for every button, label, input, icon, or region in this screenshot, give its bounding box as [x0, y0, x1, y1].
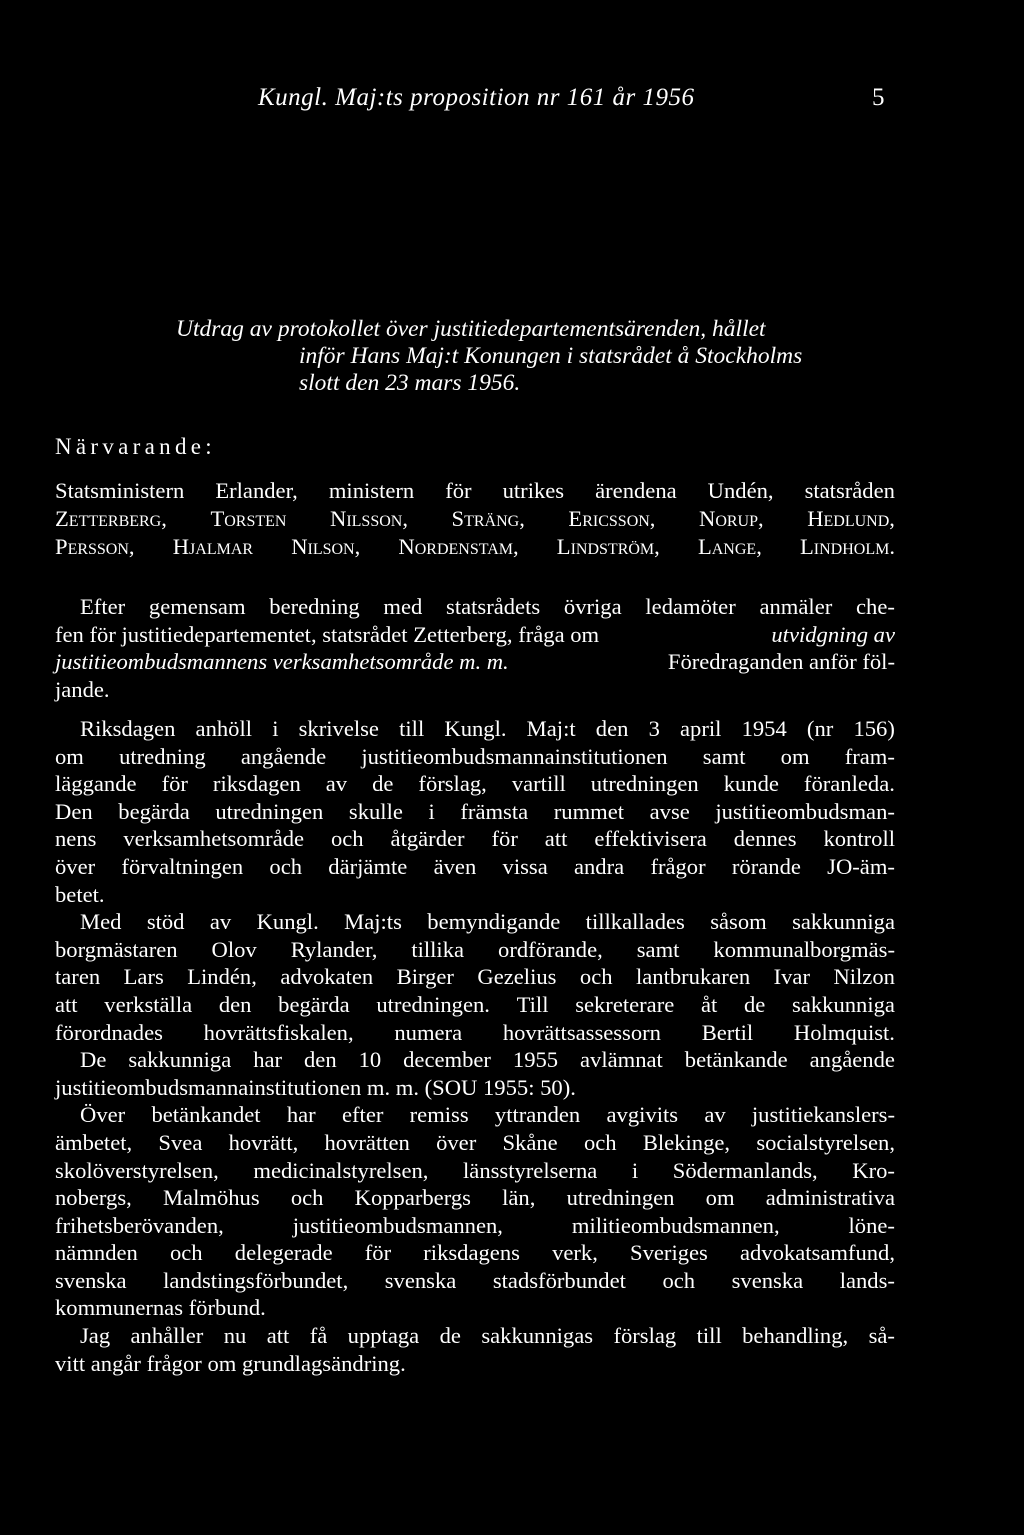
word: Gezelius: [477, 964, 557, 990]
word: Hjalmar: [172, 534, 254, 559]
word: lands-: [839, 1267, 895, 1293]
word: har: [286, 1102, 316, 1128]
word: åtgärder: [390, 826, 465, 852]
word: Kungl.: [444, 716, 507, 741]
word: nens: [55, 826, 97, 852]
body-line: betet.: [55, 881, 105, 907]
word: Sveriges: [630, 1240, 708, 1266]
word: militieombudsmannen,: [571, 1212, 780, 1238]
word: svenska: [384, 1267, 457, 1293]
paragraph-line: jande.: [55, 676, 110, 702]
word: Efter: [80, 594, 126, 619]
word: andra: [573, 853, 625, 879]
word: den: [218, 991, 252, 1017]
word: och: [290, 1185, 324, 1211]
body-line: kommunernas förbund.: [55, 1295, 266, 1321]
word: skrivelse: [298, 716, 379, 741]
word: tillika: [411, 936, 465, 962]
extract-line: slott den 23 mars 1956.: [299, 370, 521, 396]
word: landstingsförbundet,: [163, 1267, 349, 1293]
word: Kungl.: [256, 909, 319, 935]
word: därjämte: [328, 853, 408, 879]
body-line: [55, 1267, 895, 1295]
word: samt: [702, 743, 746, 769]
word: december: [403, 1047, 491, 1073]
word: tillkallades: [585, 909, 685, 935]
word: svenska: [55, 1267, 127, 1293]
word: såsom: [710, 909, 767, 935]
word: av: [325, 771, 348, 797]
word: Torsten: [210, 506, 287, 531]
word: även: [433, 853, 477, 879]
word: av: [704, 1102, 726, 1128]
word: Maj:t: [526, 716, 576, 741]
body-line: [55, 1239, 895, 1267]
ministers-list: [55, 477, 895, 561]
word: justitieombudsmannen,: [292, 1212, 503, 1238]
word: Ericsson,: [568, 506, 656, 531]
word: sakkunnigas: [481, 1323, 594, 1349]
paragraph-line: [55, 621, 895, 649]
word: Lange,: [697, 534, 762, 559]
word: Skåne: [502, 1129, 558, 1155]
word: över: [55, 853, 96, 879]
word: anhåller: [130, 1323, 204, 1349]
word: advokatsamfund,: [740, 1240, 895, 1266]
word: i: [428, 798, 435, 824]
word: få: [309, 1323, 328, 1349]
word: med: [383, 594, 423, 619]
word: yttranden: [494, 1102, 581, 1128]
word: socialstyrelsen,: [756, 1129, 895, 1155]
word: Zetterberg,: [55, 506, 167, 531]
word: för: [161, 771, 188, 797]
word: advokaten: [280, 964, 374, 990]
word: föranleda.: [803, 771, 895, 797]
word: Hedlund,: [807, 506, 895, 531]
word: och: [169, 1240, 203, 1266]
word: län,: [502, 1185, 536, 1211]
paragraph-line-text: Föredraganden anför föl-: [667, 649, 895, 675]
word: Ivar: [773, 964, 810, 990]
word: Norup,: [699, 506, 764, 531]
body-line: [55, 825, 895, 853]
word: Den: [55, 798, 93, 824]
word: ämbetet,: [55, 1129, 133, 1155]
body-line: [55, 1129, 895, 1157]
body-line: [55, 770, 895, 798]
word: över: [436, 1129, 477, 1155]
word: länsstyrelserna: [463, 1157, 598, 1183]
word: statsråden: [804, 478, 895, 503]
word: vartill: [511, 771, 566, 797]
word: stöd: [146, 909, 185, 935]
word: kontroll: [823, 826, 895, 852]
body-line: [55, 963, 895, 991]
word: läggande: [55, 771, 137, 797]
word: betänkandet: [151, 1102, 261, 1128]
word: beredning: [269, 594, 360, 619]
word: hovrättsfiskalen,: [203, 1019, 354, 1045]
word: och: [330, 826, 364, 852]
word: Med: [80, 909, 122, 935]
word: i: [272, 716, 279, 741]
word: riksdagen: [212, 771, 301, 797]
word: Till: [516, 991, 549, 1017]
word: förvaltningen: [121, 853, 244, 879]
word: övriga: [563, 594, 622, 619]
word: behandling,: [742, 1323, 849, 1349]
word: utredningen.: [376, 991, 490, 1017]
word: nämnden: [55, 1240, 138, 1266]
extract-line: inför Hans Maj:t Konungen i statsrådet å Stockholms: [299, 343, 803, 369]
word: nu: [223, 1323, 247, 1349]
word: Över: [80, 1102, 126, 1128]
word: hovrätt,: [228, 1129, 299, 1155]
word: 156): [853, 716, 895, 741]
word: i: [631, 1157, 639, 1183]
word: kunde: [723, 771, 779, 797]
word: de: [744, 991, 766, 1017]
body-line: [55, 1184, 895, 1212]
word: Blekinge,: [642, 1129, 731, 1155]
word: åt: [700, 991, 718, 1017]
word: att: [266, 1323, 290, 1349]
word: justitieombudsmannainstitutionen: [361, 743, 668, 769]
word: de: [439, 1323, 461, 1349]
body-line: [55, 853, 895, 881]
word: utredning: [119, 743, 206, 769]
word: förslag: [613, 1323, 677, 1349]
body-line: [55, 991, 895, 1019]
word: och: [579, 964, 613, 990]
word: Bertil: [701, 1019, 754, 1045]
word: löne-: [848, 1212, 895, 1238]
word: Riksdagen: [80, 716, 176, 741]
word: Lindholm.: [799, 534, 895, 559]
page-number: 5: [872, 84, 885, 111]
word: rörande: [731, 853, 801, 879]
body-line: [55, 715, 895, 743]
word: 10: [358, 1047, 382, 1073]
word: om: [55, 743, 84, 769]
word: avgivits: [606, 1102, 679, 1128]
word: sekreterare: [575, 991, 675, 1017]
word: för: [491, 826, 518, 852]
word: numera: [394, 1019, 463, 1045]
word: kommunalborgmäs-: [713, 936, 895, 962]
subject-emphasis: utvidgning av: [771, 621, 895, 647]
word: av: [209, 909, 232, 935]
word: och: [583, 1129, 617, 1155]
word: ledamöter: [645, 594, 736, 619]
paragraph-line: [55, 648, 895, 676]
extract-line: Utdrag av protokollet över justitiedepartementsärenden, hållet: [176, 316, 766, 342]
word: de: [372, 771, 394, 797]
word: hovrättsassessorn: [502, 1019, 661, 1045]
body-line: [55, 1157, 895, 1185]
word: Rylander,: [290, 936, 378, 962]
word: remiss: [409, 1102, 469, 1128]
word: JO-äm-: [827, 853, 895, 879]
word: att: [55, 991, 78, 1017]
word: gemensam: [148, 594, 246, 619]
paragraph-line-text: fen för justitiedepartementet, statsrådet Zetterberg, fråga om: [55, 621, 600, 647]
word: Erlander,: [215, 478, 298, 503]
word: anhöll: [195, 716, 253, 741]
word: skulle: [348, 798, 403, 824]
word: har: [253, 1047, 283, 1073]
word: utredningen: [566, 1185, 675, 1211]
word: 3: [648, 716, 660, 741]
word: verksamhetsområde: [123, 826, 305, 852]
body-line: [55, 743, 895, 771]
ministers-line: [55, 505, 895, 533]
ministers-line: [55, 533, 895, 561]
word: borgmästaren: [55, 936, 178, 962]
body-line: [55, 1019, 895, 1047]
word: Maj:ts: [344, 909, 402, 935]
word: utrikes: [502, 478, 565, 503]
word: ministern: [328, 478, 415, 503]
paragraph-line: [55, 593, 895, 621]
word: till: [399, 716, 425, 741]
word: sakkunniga: [128, 1047, 232, 1073]
word: justitiekanslers-: [751, 1102, 895, 1128]
body-line: [55, 798, 895, 826]
body-line: vitt angår frågor om grundlagsändring.: [55, 1350, 406, 1376]
word: och: [269, 853, 303, 879]
word: Statsministern: [55, 478, 185, 503]
word: taren: [55, 964, 101, 990]
word: frihetsberövanden,: [55, 1212, 224, 1238]
body-line: [55, 936, 895, 964]
word: upptaga: [347, 1323, 420, 1349]
word: för: [364, 1240, 392, 1266]
word: till: [696, 1323, 722, 1349]
word: avse: [649, 798, 690, 824]
word: vissa: [502, 853, 548, 879]
body-line: [55, 1046, 895, 1074]
word: så-: [868, 1323, 895, 1349]
word: Undén,: [707, 478, 774, 503]
word: ärendena: [595, 478, 677, 503]
word: betänkande: [684, 1047, 788, 1073]
word: administrativa: [765, 1185, 895, 1211]
word: riksdagens: [423, 1240, 520, 1266]
word: begärda: [118, 798, 190, 824]
word: om: [705, 1185, 735, 1211]
word: ordförande,: [498, 936, 603, 962]
word: Olov: [211, 936, 257, 962]
word: 1955: [512, 1047, 559, 1073]
word: Sträng,: [451, 506, 525, 531]
word: samt: [636, 936, 680, 962]
word: Lindström,: [556, 534, 660, 559]
word: Svea: [158, 1129, 203, 1155]
word: dennes: [733, 826, 797, 852]
word: rummet: [553, 798, 625, 824]
word: bemyndigande: [427, 909, 561, 935]
word: lantbrukaren: [635, 964, 751, 990]
word: Lars: [123, 964, 164, 990]
body-line: [55, 1212, 895, 1240]
word: för: [445, 478, 472, 503]
word: utredningen: [590, 771, 699, 797]
protocol-extract-heading: [176, 316, 898, 397]
word: avlämnat: [580, 1047, 663, 1073]
word: Jag: [80, 1323, 111, 1349]
subject-emphasis: justitieombudsmannens verksamhetsområde m. m.: [55, 649, 509, 675]
word: april: [680, 716, 722, 741]
word: efter: [341, 1102, 384, 1128]
word: fram-: [844, 743, 895, 769]
word: Nilsson,: [330, 506, 408, 531]
word: skolöverstyrelsen,: [55, 1157, 219, 1183]
word: anmäler: [759, 594, 833, 619]
word: Malmöhus: [162, 1185, 260, 1211]
word: den: [304, 1047, 337, 1073]
paragraph-introduction: [55, 593, 895, 703]
word: hovrätten: [324, 1129, 410, 1155]
word: effektivisera: [594, 826, 707, 852]
word: om: [780, 743, 810, 769]
word: Nordenstam,: [398, 534, 519, 559]
word: stadsförbundet: [492, 1267, 626, 1293]
body-text: [55, 715, 895, 1377]
body-line: [55, 908, 895, 936]
word: Lindén,: [187, 964, 257, 990]
word: att: [544, 826, 568, 852]
word: den: [595, 716, 629, 741]
word: Nilzon: [833, 964, 895, 990]
word: verk,: [552, 1240, 598, 1266]
word: förslag,: [418, 771, 487, 797]
word: begärda: [278, 991, 350, 1017]
running-header-title: Kungl. Maj:ts proposition nr 161 år 1956: [258, 84, 695, 111]
body-line: [55, 1322, 895, 1350]
word: frågor: [650, 853, 706, 879]
word: justitieombudsman-: [715, 798, 895, 824]
word: 1954: [741, 716, 787, 741]
word: che-: [856, 594, 895, 619]
word: delegerade: [234, 1240, 333, 1266]
word: statsrådets: [446, 594, 541, 619]
word: Persson,: [55, 534, 135, 559]
body-line: [55, 1101, 895, 1129]
word: De: [80, 1047, 107, 1073]
word: (nr: [806, 716, 834, 741]
body-line: justitieombudsmannainstitutionen m. m. (SOU 1955: 50).: [55, 1074, 576, 1100]
present-label: Närvarande:: [55, 434, 216, 459]
word: verkställa: [104, 991, 193, 1017]
word: Södermanlands,: [672, 1157, 818, 1183]
word: Kro-: [852, 1157, 895, 1183]
ministers-line: [55, 477, 895, 505]
word: angående: [809, 1047, 895, 1073]
word: Birger: [396, 964, 454, 990]
word: sakkunniga: [792, 909, 895, 935]
word: sakkunniga: [792, 991, 895, 1017]
word: svenska: [731, 1267, 804, 1293]
word: och: [662, 1267, 696, 1293]
word: medicinalstyrelsen,: [253, 1157, 429, 1183]
word: främsta: [460, 798, 529, 824]
word: Nilson,: [291, 534, 361, 559]
word: nobergs,: [55, 1185, 132, 1211]
word: förordnades: [55, 1019, 163, 1045]
word: angående: [240, 743, 327, 769]
word: utredningen: [215, 798, 324, 824]
word: Kopparbergs: [354, 1185, 471, 1211]
word: Holmquist.: [793, 1019, 895, 1045]
